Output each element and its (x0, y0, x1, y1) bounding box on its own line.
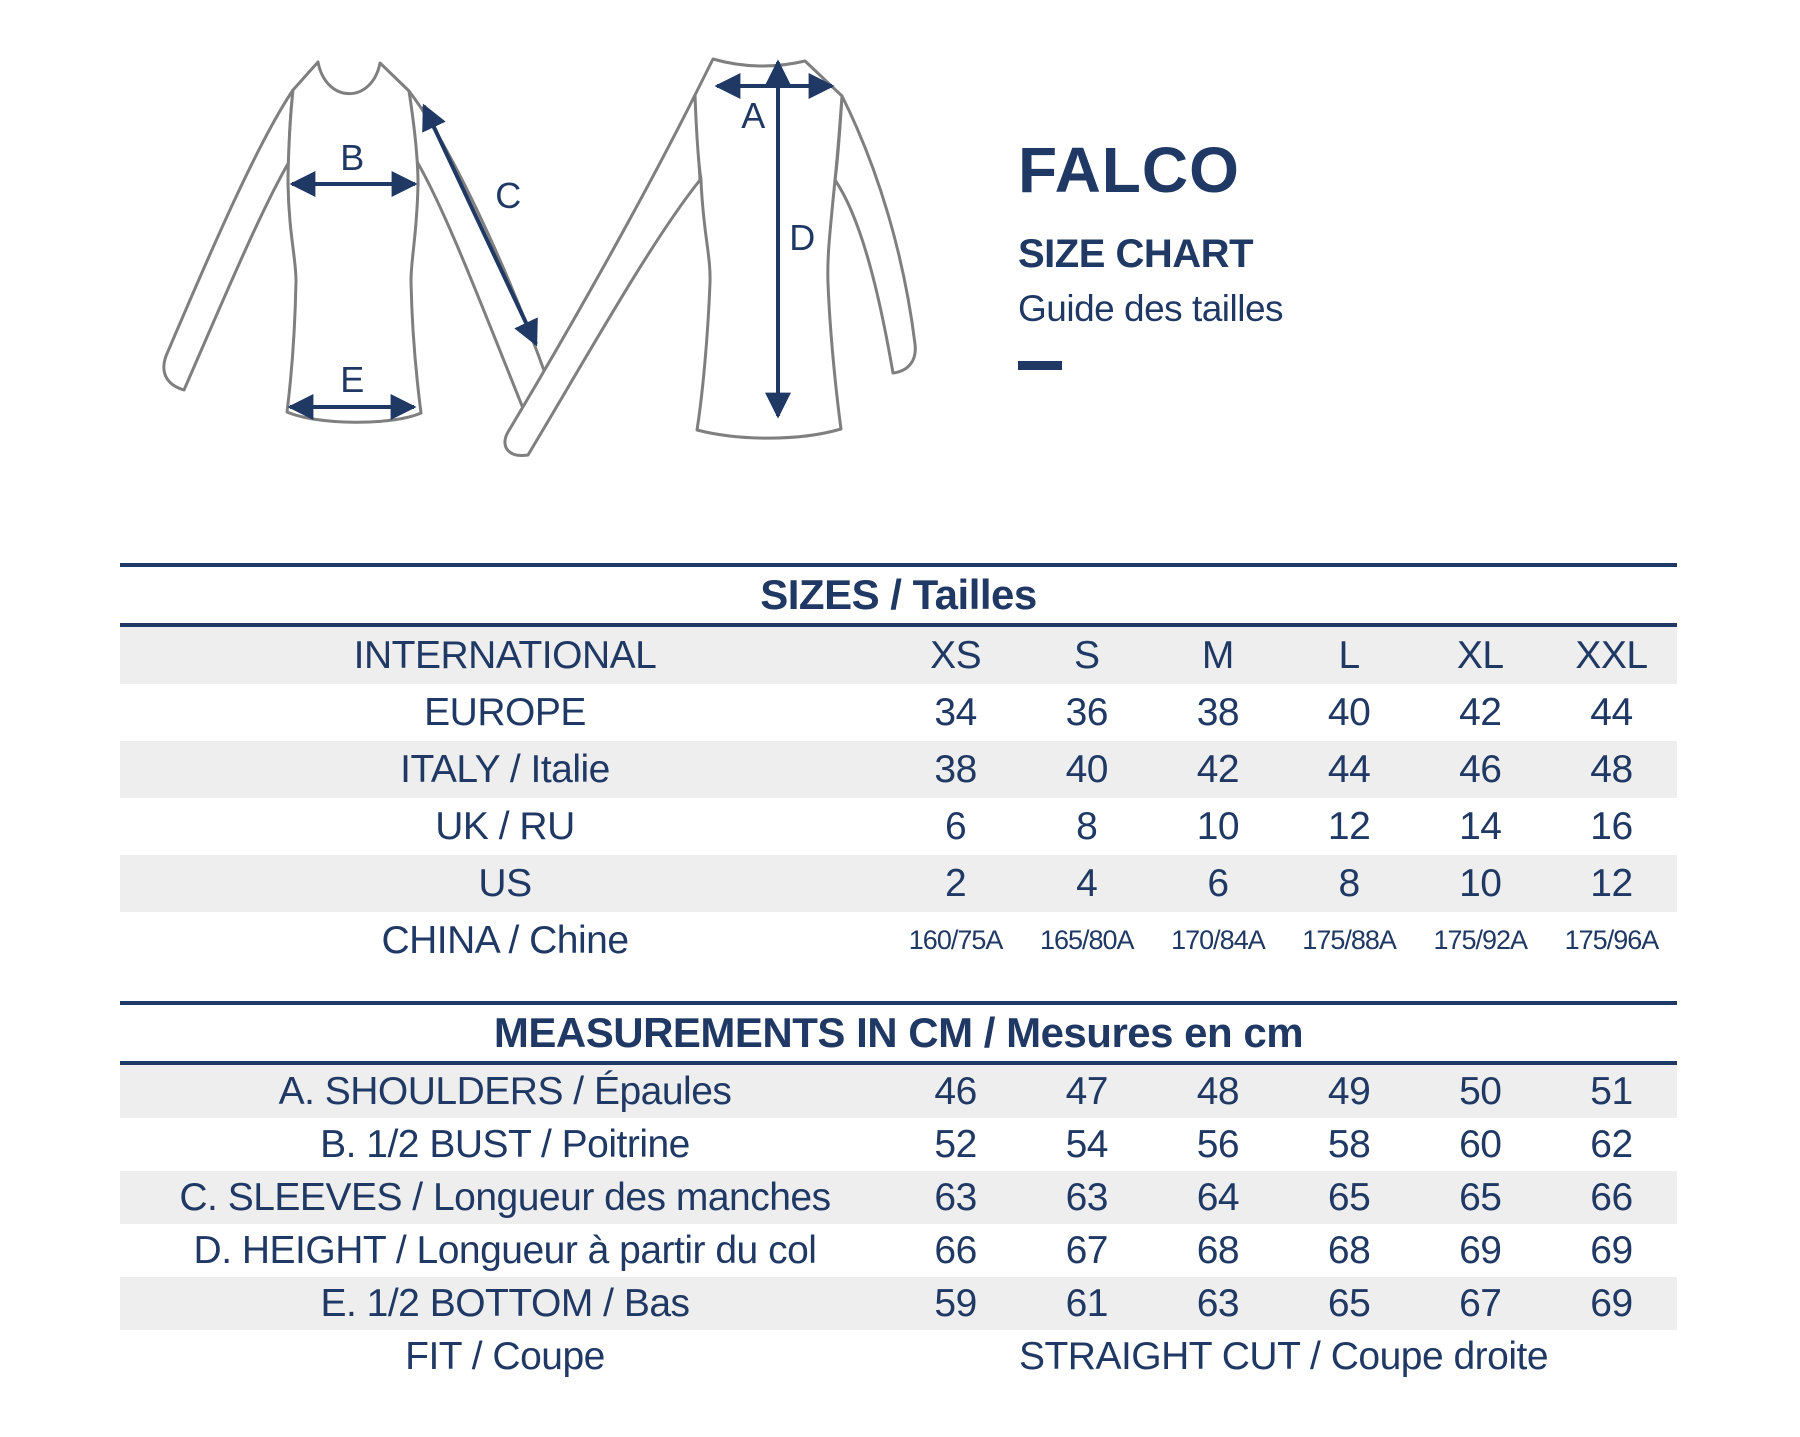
measurements-table-header: MEASUREMENTS IN CM / Mesures en cm (493, 1009, 1304, 1056)
measure-cell: 49 (1327, 1069, 1371, 1113)
back-garment-left-sleeve (505, 95, 700, 455)
size-cell: 40 (1065, 747, 1108, 791)
size-cell: XL (1456, 633, 1504, 677)
size-cell: 12 (1327, 804, 1371, 848)
size-cell: XXL (1575, 633, 1648, 677)
measure-cell: 64 (1196, 1175, 1240, 1219)
measure-cell: 69 (1590, 1228, 1633, 1272)
size-cell: L (1338, 633, 1360, 677)
sizes-row-italy (120, 741, 1677, 798)
measure-label-b: B (340, 137, 364, 178)
size-cell: 160/75A (908, 925, 1003, 955)
sizes-table (120, 563, 1677, 969)
sizes-row-uk (120, 798, 1677, 855)
measure-cell: 50 (1459, 1069, 1502, 1113)
size-cell: 170/84A (1171, 925, 1265, 955)
measure-label-a: A (741, 95, 765, 136)
measure-cell: 59 (934, 1281, 977, 1325)
measure-cell: 68 (1196, 1228, 1240, 1272)
size-cell: 38 (934, 747, 977, 791)
size-cell: 42 (1459, 690, 1502, 734)
measurements-table (120, 1001, 1677, 1383)
measure-cell: 46 (934, 1069, 977, 1113)
row-label: ITALY / Italie (400, 747, 610, 791)
row-label: US (478, 861, 532, 905)
measure-cell: 69 (1590, 1281, 1633, 1325)
front-garment-right-sleeve (409, 91, 552, 423)
row-label: E. 1/2 BOTTOM / Bas (320, 1281, 690, 1325)
chart-title: SIZE CHART (1018, 232, 1253, 276)
size-cell: 44 (1590, 690, 1633, 734)
chart-title-fr: Guide des tailles (1018, 288, 1284, 329)
sizes-row-international (120, 627, 1677, 684)
measure-cell: 65 (1327, 1281, 1371, 1325)
size-cell: 175/88A (1302, 925, 1396, 955)
size-cell: 10 (1459, 861, 1502, 905)
title-dash (1018, 361, 1062, 370)
measure-label-c: C (495, 175, 521, 216)
measure-cell: 52 (934, 1122, 977, 1166)
row-label: INTERNATIONAL (353, 633, 657, 677)
size-cell: 175/92A (1433, 925, 1528, 955)
measure-cell: 69 (1459, 1228, 1502, 1272)
row-label: C. SLEEVES / Longueur des manches (179, 1175, 831, 1219)
size-cell: M (1201, 633, 1234, 677)
size-cell: 6 (944, 804, 967, 848)
back-garment-right-sleeve (835, 96, 915, 373)
measure-cell: 60 (1459, 1122, 1502, 1166)
measure-cell: 63 (934, 1175, 977, 1219)
size-cell: S (1074, 633, 1100, 677)
size-cell: 34 (934, 690, 977, 734)
row-label: D. HEIGHT / Longueur à partir du col (193, 1228, 817, 1272)
size-cell: 10 (1196, 804, 1240, 848)
sizes-row-us (120, 855, 1677, 912)
size-cell: 2 (944, 861, 967, 905)
row-label: EUROPE (424, 690, 586, 734)
measure-cell: 54 (1065, 1122, 1108, 1166)
size-cell: 48 (1590, 747, 1633, 791)
size-cell: 175/96A (1564, 925, 1659, 955)
measure-cell: 51 (1590, 1069, 1633, 1113)
size-cell: 14 (1459, 804, 1502, 848)
fit-value: STRAIGHT CUT / Coupe droite (1018, 1334, 1549, 1378)
sizes-row-europe (120, 684, 1677, 741)
size-cell: 38 (1196, 690, 1240, 734)
measure-cell: 62 (1590, 1122, 1633, 1166)
row-label: FIT / Coupe (405, 1334, 605, 1378)
row-label: UK / RU (435, 804, 575, 848)
meas-row-fit (120, 1330, 1677, 1383)
measure-cell: 65 (1459, 1175, 1502, 1219)
row-label: CHINA / Chine (381, 918, 629, 962)
row-label: B. 1/2 BUST / Poitrine (320, 1122, 690, 1166)
size-cell: 6 (1207, 861, 1229, 905)
size-cell: XS (930, 633, 982, 677)
size-cell: 46 (1459, 747, 1502, 791)
meas-row-height (120, 1224, 1677, 1277)
measure-cell: 48 (1196, 1069, 1240, 1113)
measure-cell: 67 (1459, 1281, 1502, 1325)
size-cell: 40 (1327, 690, 1371, 734)
product-name: FALCO (1018, 134, 1240, 206)
size-cell: 36 (1065, 690, 1108, 734)
measure-cell: 66 (934, 1228, 977, 1272)
size-cell: 44 (1327, 747, 1371, 791)
measure-arrow-c (424, 106, 536, 344)
back-garment-body (695, 59, 842, 438)
measure-cell: 61 (1065, 1281, 1108, 1325)
measure-cell: 63 (1065, 1175, 1108, 1219)
size-cell: 4 (1076, 861, 1098, 905)
measure-cell: 65 (1327, 1175, 1371, 1219)
measure-cell: 66 (1590, 1175, 1633, 1219)
measure-cell: 58 (1327, 1122, 1371, 1166)
size-cell: 8 (1076, 804, 1098, 848)
measure-cell: 67 (1065, 1228, 1108, 1272)
size-cell: 8 (1338, 861, 1360, 905)
measure-cell: 56 (1196, 1122, 1240, 1166)
size-cell: 165/80A (1039, 925, 1134, 955)
row-label: A. SHOULDERS / Épaules (278, 1069, 732, 1113)
measure-label-d: D (789, 217, 815, 258)
sizes-row-china (120, 912, 1677, 969)
measure-cell: 47 (1065, 1069, 1108, 1113)
size-cell: 12 (1590, 861, 1633, 905)
front-garment-left-sleeve (164, 90, 293, 390)
meas-row-shoulders (120, 1065, 1677, 1118)
meas-row-bust (120, 1118, 1677, 1171)
garment-diagrams (80, 18, 970, 473)
title-block (1018, 134, 1284, 370)
size-cell: 16 (1590, 804, 1633, 848)
measure-cell: 63 (1196, 1281, 1240, 1325)
sizes-table-header: SIZES / Tailles (760, 571, 1037, 618)
measure-cell: 68 (1327, 1228, 1371, 1272)
meas-row-sleeves (120, 1171, 1677, 1224)
measure-label-e: E (340, 359, 364, 400)
meas-row-bottom (120, 1277, 1677, 1330)
size-cell: 42 (1196, 747, 1240, 791)
